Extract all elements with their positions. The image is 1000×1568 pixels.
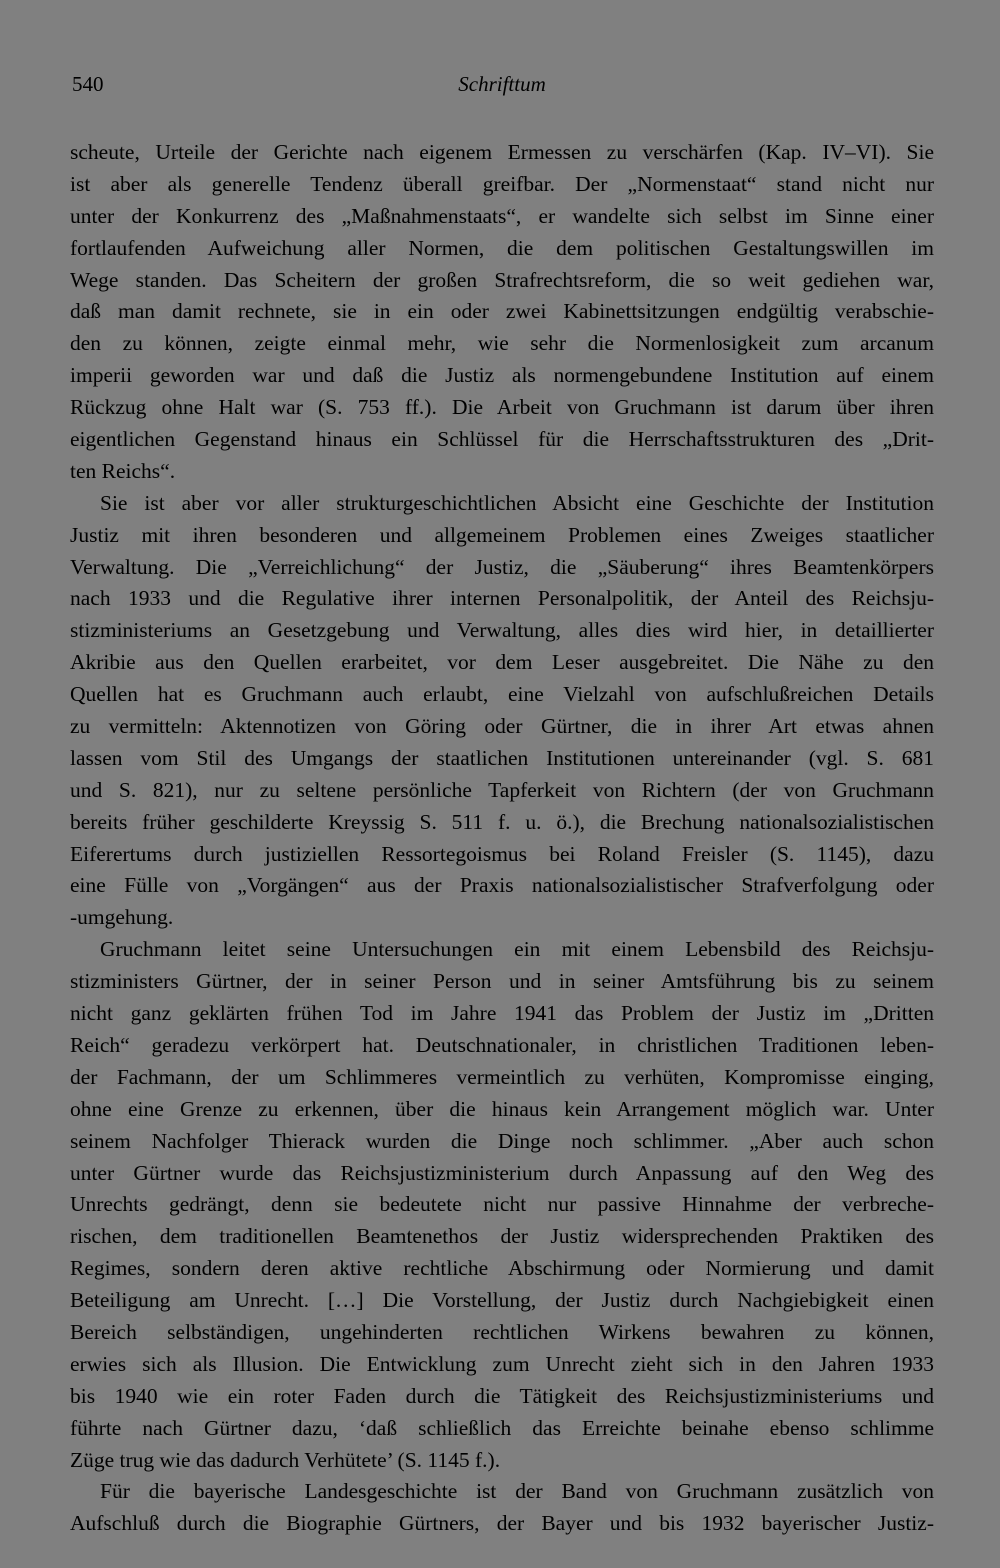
text-line: führte nach Gürtner dazu, ‘daß schließlich das Erreichte beinahe ebenso schlimme [70,1415,934,1440]
text-line: Gruchmann leitet seine Untersuchungen ein mit einem Lebensbild des Reichsju- [100,937,934,962]
text-line: Reich“ geradezu verkörpert hat. Deutschnationaler, in christlichen Traditionen leben- [70,1032,934,1057]
text-line: daß man damit rechnete, sie in ein oder zwei Kabinettsitzungen endgültig verabschie- [70,299,934,324]
page-number: 540 [72,72,104,96]
text-line: erwies sich als Illusion. Die Entwicklung zum Unrecht zieht sich in den Jahren 1933 [70,1351,934,1376]
page-header [72,72,932,102]
text-line: Sie ist aber vor aller strukturgeschichtlichen Absicht eine Geschichte der Institution [100,490,934,515]
text-line: seinem Nachfolger Thierack wurden die Dinge noch schlimmer. „Aber auch schon [70,1128,934,1153]
text-line: bis 1940 wie ein roter Faden durch die Tätigkeit des Reichsjustizministeriums und [70,1383,934,1408]
text-line: stizministers Gürtner, der in seiner Person und in seiner Amtsführung bis zu seinem [70,969,934,994]
text-line: ten Reichs“. [70,458,176,483]
text-line: eine Fülle von „Vorgängen“ aus der Praxis nationalsozialistischer Strafverfolgung oder [70,873,934,898]
text-line: Justiz mit ihren besonderen und allgemeinem Problemen eines Zweiges staatlicher [70,522,934,547]
text-line: lassen vom Stil des Umgangs der staatlichen Institutionen untereinander (vgl. S. 681 [70,745,934,770]
text-line: der Fachmann, der um Schlimmeres vermeintlich zu verhüten, Kompromisse einging, [70,1064,934,1089]
text-line: fortlaufenden Aufweichung aller Normen, die dem politischen Gestaltungswillen im [70,235,934,260]
text-line: Eiferertums durch justiziellen Ressortegoismus bei Roland Freisler (S. 1145), dazu [70,841,934,866]
text-line: Bereich selbständigen, ungehinderten rechtlichen Wirkens bewahren zu können, [70,1319,934,1344]
text-line: rischen, dem traditionellen Beamtenethos der Justiz widersprechenden Praktiken des [70,1224,934,1249]
text-line: Unrechts gedrängt, denn sie bedeutete nicht nur passive Hinnahme der verbreche- [70,1192,934,1217]
text-line: Beteiligung am Unrecht. […] Die Vorstellung, der Justiz durch Nachgiebigkeit einen [70,1288,934,1313]
text-line: und S. 821), nur zu seltene persönliche Tapferkeit von Richtern (der von Gruchmann [70,777,934,802]
text-line: Quellen hat es Gruchmann auch erlaubt, eine Vielzahl von aufschlußreichen Details [70,682,934,707]
text-line: ohne eine Grenze zu erkennen, über die hinaus kein Arrangement möglich war. Unter [70,1096,934,1121]
text-line: imperii geworden war und daß die Justiz als normengebundene Institution auf einem [70,363,934,388]
text-line: den zu können, zeigte einmal mehr, wie sehr die Normenlosigkeit zum arcanum [70,331,934,356]
text-line: stizministeriums an Gesetzgebung und Verwaltung, alles dies wird hier, in detaillierter [70,618,934,643]
running-head: Schrifttum [458,72,546,96]
text-line: Verwaltung. Die „Verreichlichung“ der Justiz, die „Säuberung“ ihres Beamtenkörpers [70,554,934,579]
text-line: Wege standen. Das Scheitern der großen Strafrechtsreform, die so weit gediehen war, [70,267,934,292]
body-text [70,137,934,1540]
text-line: ist aber als generelle Tendenz überall greifbar. Der „Normenstaat“ stand nicht nur [70,171,934,196]
text-line: Züge trug wie das dadurch Verhütete’ (S. 1145 f.). [70,1447,501,1472]
text-line: unter Gürtner wurde das Reichsjustizministerium durch Anpassung auf den Weg des [70,1160,934,1185]
text-line: Akribie aus den Quellen erarbeitet, vor dem Leser ausgebreitet. Die Nähe zu den [70,650,934,675]
text-line: Rückzug ohne Halt war (S. 753 ff.). Die Arbeit von Gruchmann ist darum über ihren [70,395,934,420]
text-line: -umgehung. [70,905,174,930]
text-line: nach 1933 und die Regulative ihrer internen Personalpolitik, der Anteil des Reichsju- [70,586,934,611]
text-line: unter der Konkurrenz des „Maßnahmenstaats“, er wandelte sich selbst im Sinne einer [70,203,934,228]
text-line: Aufschluß durch die Biographie Gürtners, der Bayer und bis 1932 bayerischer Justiz- [70,1511,934,1536]
text-line: bereits früher geschilderte Kreyssig S. 511 f. u. ö.), die Brechung nationalsozialistischen [70,809,934,834]
text-line: eigentlichen Gegenstand hinaus ein Schlüssel für die Herrschaftsstrukturen des „Drit- [70,427,934,452]
text-line: zu vermitteln: Aktennotizen von Göring oder Gürtner, die in ihrer Art etwas ahnen [70,714,934,739]
text-line: Regimes, sondern deren aktive rechtliche Abschirmung oder Normierung und damit [70,1256,934,1281]
text-line: nicht ganz geklärten frühen Tod im Jahre 1941 das Problem der Justiz im „Dritten [70,1001,934,1026]
text-line: scheute, Urteile der Gerichte nach eigenem Ermessen zu verschärfen (Kap. IV–VI). Sie [70,140,934,164]
text-line: Für die bayerische Landesgeschichte ist der Band von Gruchmann zusätzlich von [100,1479,934,1504]
